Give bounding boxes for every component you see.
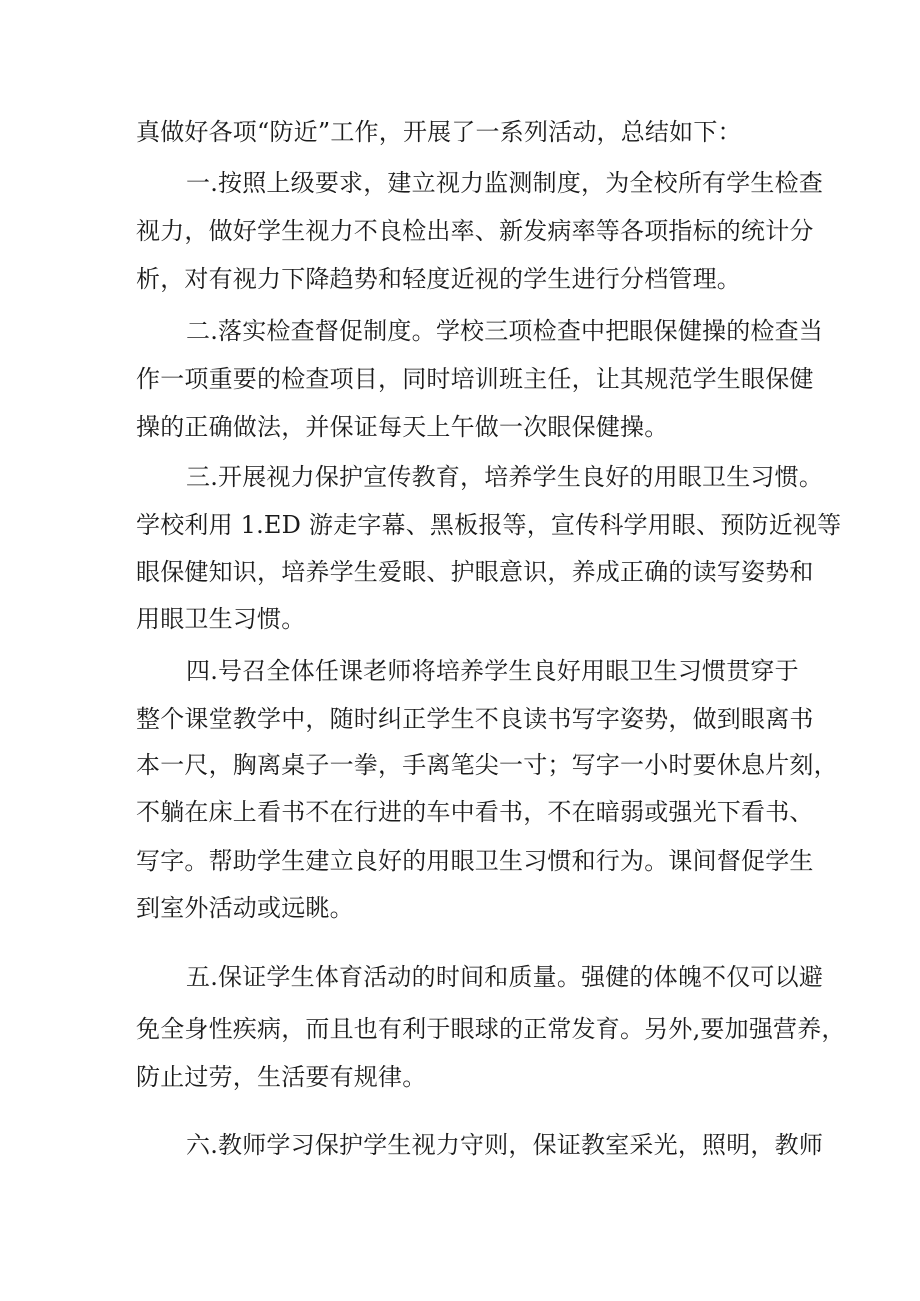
paragraph-6-heading-line: 六.教师学习保护学生视力守则，保证教室采光，照明，教师 xyxy=(186,1131,824,1159)
paragraph-2-heading-line: 二.落实检查督促制度。学校三项检查中把眼保健操的检查当 xyxy=(186,317,824,345)
text-line: 作一项重要的检查项目，同时培训班主任，让其规范学生眼保健 xyxy=(136,365,814,393)
text-line: 写字。帮助学生建立良好的用眼卫生习惯和行为。课间督促学生 xyxy=(136,847,814,875)
text-line: 免全身性疾病，而且也有利于眼球的正常发育。另外,要加强营养， xyxy=(136,1015,846,1043)
text-line: 防止过劳，生活要有规律。 xyxy=(136,1063,427,1091)
text-line: 析，对有视力下降趋势和轻度近视的学生进行分档管理。 xyxy=(136,265,741,293)
text-line: 眼保健知识，培养学生爱眼、护眼意识，养成正确的读写姿势和 xyxy=(136,558,814,586)
text-line: 整个课堂教学中，随时纠正学生不良读书写字姿势，做到眼离书 xyxy=(136,705,814,733)
text-line: 到室外活动或远眺。 xyxy=(136,894,354,922)
text-line: 操的正确做法，并保证每天上午做一次眼保健操。 xyxy=(136,413,669,441)
paragraph-5-heading-line: 五.保证学生体育活动的时间和质量。强健的体魄不仅可以避 xyxy=(186,963,824,991)
text-line: 不躺在床上看书不在行进的车中看书，不在暗弱或强光下看书、 xyxy=(136,798,814,826)
text-line: 用眼卫生习惯。 xyxy=(136,605,306,633)
paragraph-4-heading-line: 四.号召全体任课老师将培养学生良好用眼卫生习惯贯穿于 xyxy=(186,657,799,685)
text-line: 真做好各项“防近”工作，开展了一系列活动，总结如下： xyxy=(136,118,742,146)
paragraph-3-heading-line: 三.开展视力保护宣传教育，培养学生良好的用眼卫生习惯。 xyxy=(186,463,824,491)
text-line: 学校利用 1.ED 游走字幕、黑板报等，宣传科学用眼、预防近视等 xyxy=(136,511,842,539)
paragraph-1-heading-line: 一.按照上级要求，建立视力监测制度，为全校所有学生检查 xyxy=(186,169,824,197)
text-line: 本一尺，胸离桌子一拳，手离笔尖一寸；写字一小时要休息片刻， xyxy=(136,751,838,779)
text-line: 视力，做好学生视力不良检出率、新发病率等各项指标的统计分 xyxy=(136,217,814,245)
